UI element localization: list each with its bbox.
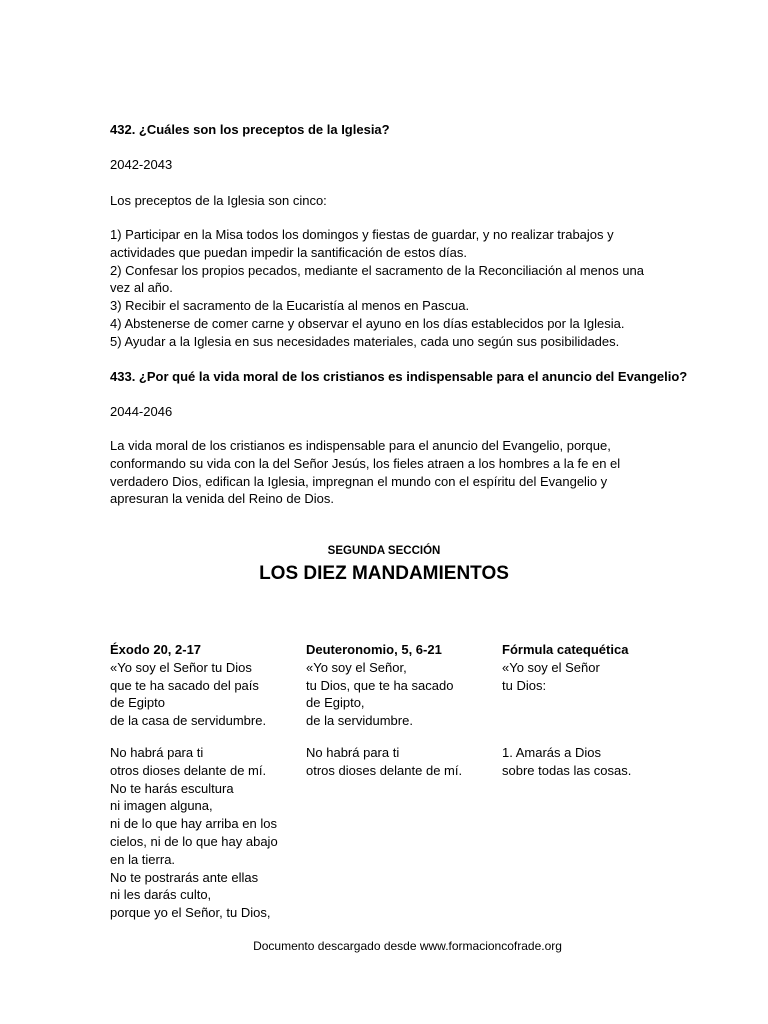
answer-line: La vida moral de los cristianos es indispensable para el anuncio del Evangelio, porque, bbox=[110, 438, 611, 453]
verse-line: otros dioses delante de mí. bbox=[306, 762, 463, 778]
question-432-intro: Los preceptos de la Iglesia son cinco: bbox=[110, 193, 327, 208]
question-433-answer bbox=[110, 437, 620, 508]
question-432-title: 432. ¿Cuáles son los preceptos de la Iglesia? bbox=[110, 122, 390, 137]
column-formula-catequetica-continued bbox=[502, 744, 631, 780]
column-deuteronomio-continued bbox=[306, 744, 462, 780]
section-title: LOS DIEZ MANDAMIENTOS bbox=[259, 563, 509, 584]
verse-line: de la servidumbre. bbox=[306, 713, 413, 729]
verse-line: de Egipto, bbox=[306, 695, 365, 711]
verse-line: de la casa de servidumbre. bbox=[110, 713, 267, 729]
answer-line: conformando su vida con la del Señor Jesús, los fieles atraen a los hombres a la fe en el bbox=[110, 455, 621, 471]
column-heading: Fórmula catequética bbox=[502, 642, 629, 657]
column-formula-catequetica bbox=[502, 641, 628, 694]
verse-line: «Yo soy el Señor tu Dios bbox=[110, 659, 252, 675]
verse-line: ni les darás culto, bbox=[110, 887, 212, 903]
verse-line: cielos, ni de lo que hay abajo bbox=[110, 833, 278, 849]
verse-line: ni de lo que hay arriba en los bbox=[110, 816, 277, 832]
verse-line: sobre todas las cosas. bbox=[502, 762, 632, 778]
footer-source: Documento descargado desde www.formacioncofrade.org bbox=[253, 939, 562, 953]
section-subtitle: SEGUNDA SECCIÓN bbox=[327, 545, 441, 557]
verse-line: que te ha sacado del país bbox=[110, 677, 259, 693]
verse-line: de Egipto bbox=[110, 695, 165, 711]
question-432-answer bbox=[110, 226, 644, 351]
verse-line: «Yo soy el Señor, bbox=[306, 659, 407, 675]
column-heading: Éxodo 20, 2-17 bbox=[110, 642, 202, 657]
verse-line: otros dioses delante de mí. bbox=[110, 762, 267, 778]
precept-line: 1) Participar en la Misa todos los domingos y fiestas de guardar, y no realizar trabajos y bbox=[110, 227, 614, 242]
precept-line: 3) Recibir el sacramento de la Eucaristía al menos en Pascua. bbox=[110, 298, 470, 314]
verse-line: No te harás escultura bbox=[110, 780, 234, 796]
precept-line: 4) Abstenerse de comer carne y observar el ayuno en los días establecidos por la Iglesia. bbox=[110, 315, 625, 331]
verse-line: 1. Amarás a Dios bbox=[502, 745, 601, 760]
verse-line: «Yo soy el Señor bbox=[502, 659, 600, 675]
precept-line: 2) Confesar los propios pecados, mediante el sacramento de la Reconciliación al menos una bbox=[110, 262, 645, 278]
verse-line: ni imagen alguna, bbox=[110, 798, 213, 814]
column-exodo bbox=[110, 641, 266, 730]
verse-line: No te postrarás ante ellas bbox=[110, 869, 259, 885]
verse-line: porque yo el Señor, tu Dios, bbox=[110, 905, 271, 921]
answer-line: verdadero Dios, edifican la Iglesia, impregnan el mundo con el espíritu del Evangelio y bbox=[110, 473, 608, 489]
question-432-reference: 2042-2043 bbox=[110, 157, 173, 172]
verse-line: en la tierra. bbox=[110, 851, 176, 867]
column-exodo-continued bbox=[110, 744, 278, 922]
question-433-reference: 2044-2046 bbox=[110, 404, 173, 419]
precept-line: actividades que puedan impedir la santificación de estos días. bbox=[110, 244, 467, 260]
precept-line: 5) Ayudar a la Iglesia en sus necesidades materiales, cada uno según sus posibilidades. bbox=[110, 333, 620, 349]
answer-line: apresuran la venida del Reino de Dios. bbox=[110, 491, 335, 507]
column-heading: Deuteronomio, 5, 6-21 bbox=[306, 642, 442, 657]
precept-line: vez al año. bbox=[110, 280, 173, 296]
verse-line: tu Dios: bbox=[502, 677, 547, 693]
column-deuteronomio bbox=[306, 641, 453, 730]
verse-line: tu Dios, que te ha sacado bbox=[306, 677, 454, 693]
question-433-title: 433. ¿Por qué la vida moral de los cristianos es indispensable para el anuncio del Evangelio? bbox=[110, 369, 688, 384]
verse-line: No habrá para ti bbox=[110, 745, 204, 760]
verse-line: No habrá para ti bbox=[306, 745, 400, 760]
